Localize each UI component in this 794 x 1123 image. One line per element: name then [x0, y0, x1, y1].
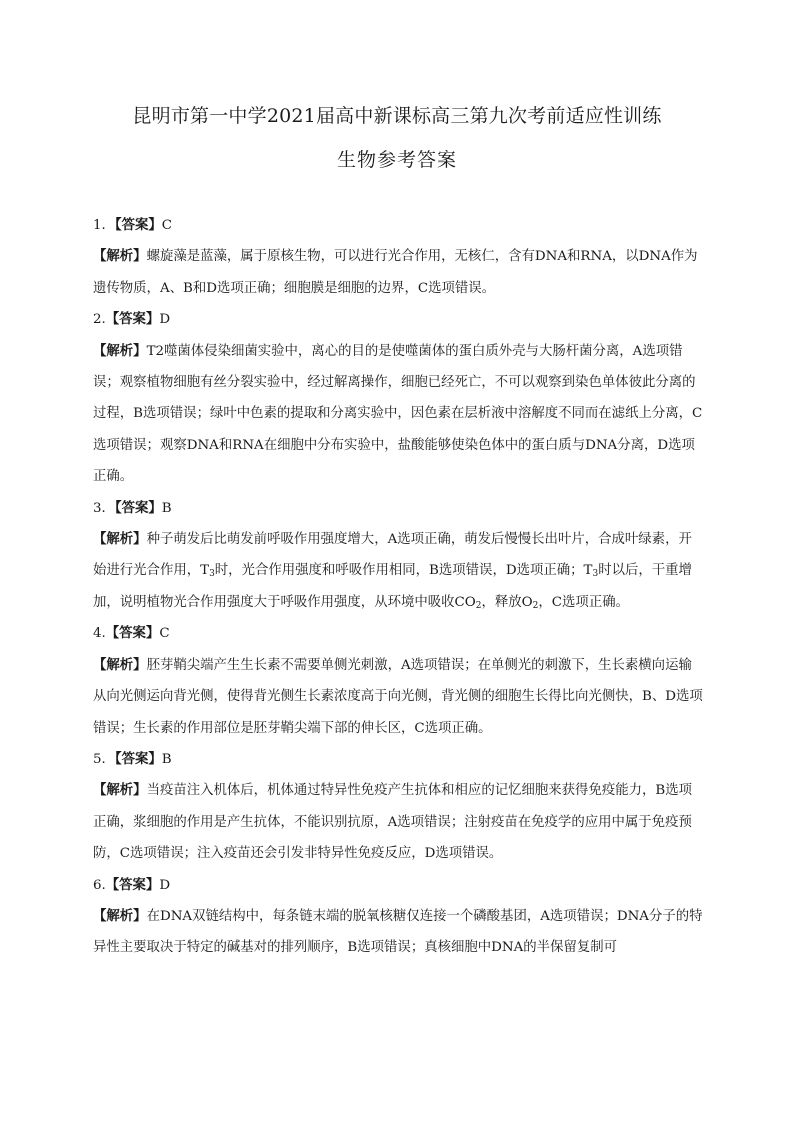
- answer-value: B: [161, 500, 172, 516]
- analysis-text-part: 时以后，干重增加，说明植物光合作用强度大于呼吸作用强度，从环境中吸收CO: [93, 563, 692, 610]
- analysis-text-part: ，释放O: [481, 594, 533, 610]
- answer-heading-6: [93, 870, 705, 901]
- analysis-text: 胚芽鞘尖端产生生长素不需要单侧光刺激，A选项错误；在单侧光的刺激下，生长素横向运输从向光侧运向背光侧，使得背光侧生长素浓度高于向光侧，背光侧的细胞生长得比向光侧快，B、D选项错误；生长素的作用部位是胚芽鞘尖端下部的伸长区，C选项正确。: [93, 657, 703, 736]
- subscript: 2: [475, 600, 482, 611]
- analysis-text: T2噬菌体侵染细菌实验中，离心的目的是使噬菌体的蛋白质外壳与大肠杆菌分离，A选项错误；观察植物细胞有丝分裂实验中，经过解离操作，细胞已经死亡，不可以观察到染色单体彼此分离的过程，B选项错误；绿叶中色素的提取和分离实验中，因色素在层析液中溶解度不同而在滤纸上分离，C选项错误；观察DNA和RNA在细胞中分布实验中，盐酸能够使染色体中的蛋白质与DNA分离，D选项正确。: [93, 343, 703, 485]
- subscript: 3: [209, 569, 215, 580]
- analysis-text: 在DNA双链结构中，每条链末端的脱氧核糖仅连接一个磷酸基团，A选项错误；DNA分子的特异性主要取决于特定的碱基对的排列顺序，B选项错误；真核细胞中DNA的半保留复制可: [93, 908, 703, 956]
- analysis-1: [93, 241, 705, 304]
- answer-heading-2: [93, 304, 705, 335]
- question-number: 6.: [93, 877, 106, 893]
- analysis-tag: 【解析】: [93, 531, 147, 548]
- question-number: 1．: [93, 218, 115, 233]
- analysis-5: [93, 775, 705, 869]
- analysis-text-part: 种子萌发后比萌发前呼吸作用强度增大，A选项正确，萌发后慢慢长出叶片，合成叶绿素，开始进行光合作用，T: [93, 532, 692, 579]
- answer-list: [93, 210, 705, 964]
- analysis-4: [93, 650, 705, 744]
- answer-value: C: [159, 626, 170, 642]
- analysis-tag: 【解析】: [93, 656, 147, 673]
- analysis-tag: 【解析】: [93, 342, 147, 359]
- question-number: 2.: [93, 312, 106, 328]
- answer-value: D: [159, 877, 171, 893]
- answer-tag: 【答案】: [114, 499, 162, 516]
- answer-tag: 【答案】: [105, 311, 160, 328]
- question-number: 5．: [93, 751, 115, 767]
- analysis-tag: 【解析】: [93, 248, 147, 265]
- analysis-2: [93, 336, 705, 493]
- answer-value: B: [161, 751, 172, 767]
- answer-tag: 【答案】: [105, 625, 160, 642]
- question-number: 3．: [93, 500, 115, 516]
- answer-heading-4: [93, 618, 705, 649]
- answer-heading-1: [93, 210, 705, 241]
- page-title: 昆明市第一中学2021届高中新课标高三第九次考前适应性训练: [132, 105, 662, 127]
- subscript: 2: [532, 600, 539, 611]
- answer-tag: 【答案】: [105, 876, 160, 893]
- question-number: 4.: [93, 626, 106, 642]
- subscript: 3: [592, 569, 599, 580]
- answer-value: D: [159, 312, 171, 328]
- answer-heading-5: [93, 744, 705, 775]
- analysis-tag: 【解析】: [93, 907, 147, 924]
- page-subtitle: 生物参考答案: [336, 149, 457, 171]
- analysis-tag: 【解析】: [93, 782, 147, 799]
- answer-heading-3: [93, 493, 705, 524]
- analysis-text: 螺旋藻是蓝藻，属于原核生物，可以进行光合作用，无核仁，含有DNA和RNA，以DNA作为遗传物质，A、B和D选项正确；细胞膜是细胞的边界，C选项错误。: [93, 249, 698, 296]
- answer-value: C: [161, 218, 173, 233]
- analysis-6: [93, 901, 705, 964]
- answer-tag: 【答案】: [114, 217, 162, 233]
- analysis-3: [93, 524, 705, 618]
- analysis-text: 当疫苗注入机体后，机体通过特异性免疫产生抗体和相应的记忆细胞来获得免疫能力，B选项正确，浆细胞的作用是产生抗体，不能识别抗原，A选项错误；注射疫苗在免疫学的应用中属于免疫预防，C选项错误；注入疫苗还会引发非特异性免疫反应，D选项错误。: [93, 783, 693, 862]
- analysis-text-part: ，C选项正确。: [538, 594, 629, 610]
- analysis-text-part: 时，光合作用强度和呼吸作用相同，B选项错误，D选项正确；T: [214, 563, 593, 579]
- answer-tag: 【答案】: [114, 750, 162, 767]
